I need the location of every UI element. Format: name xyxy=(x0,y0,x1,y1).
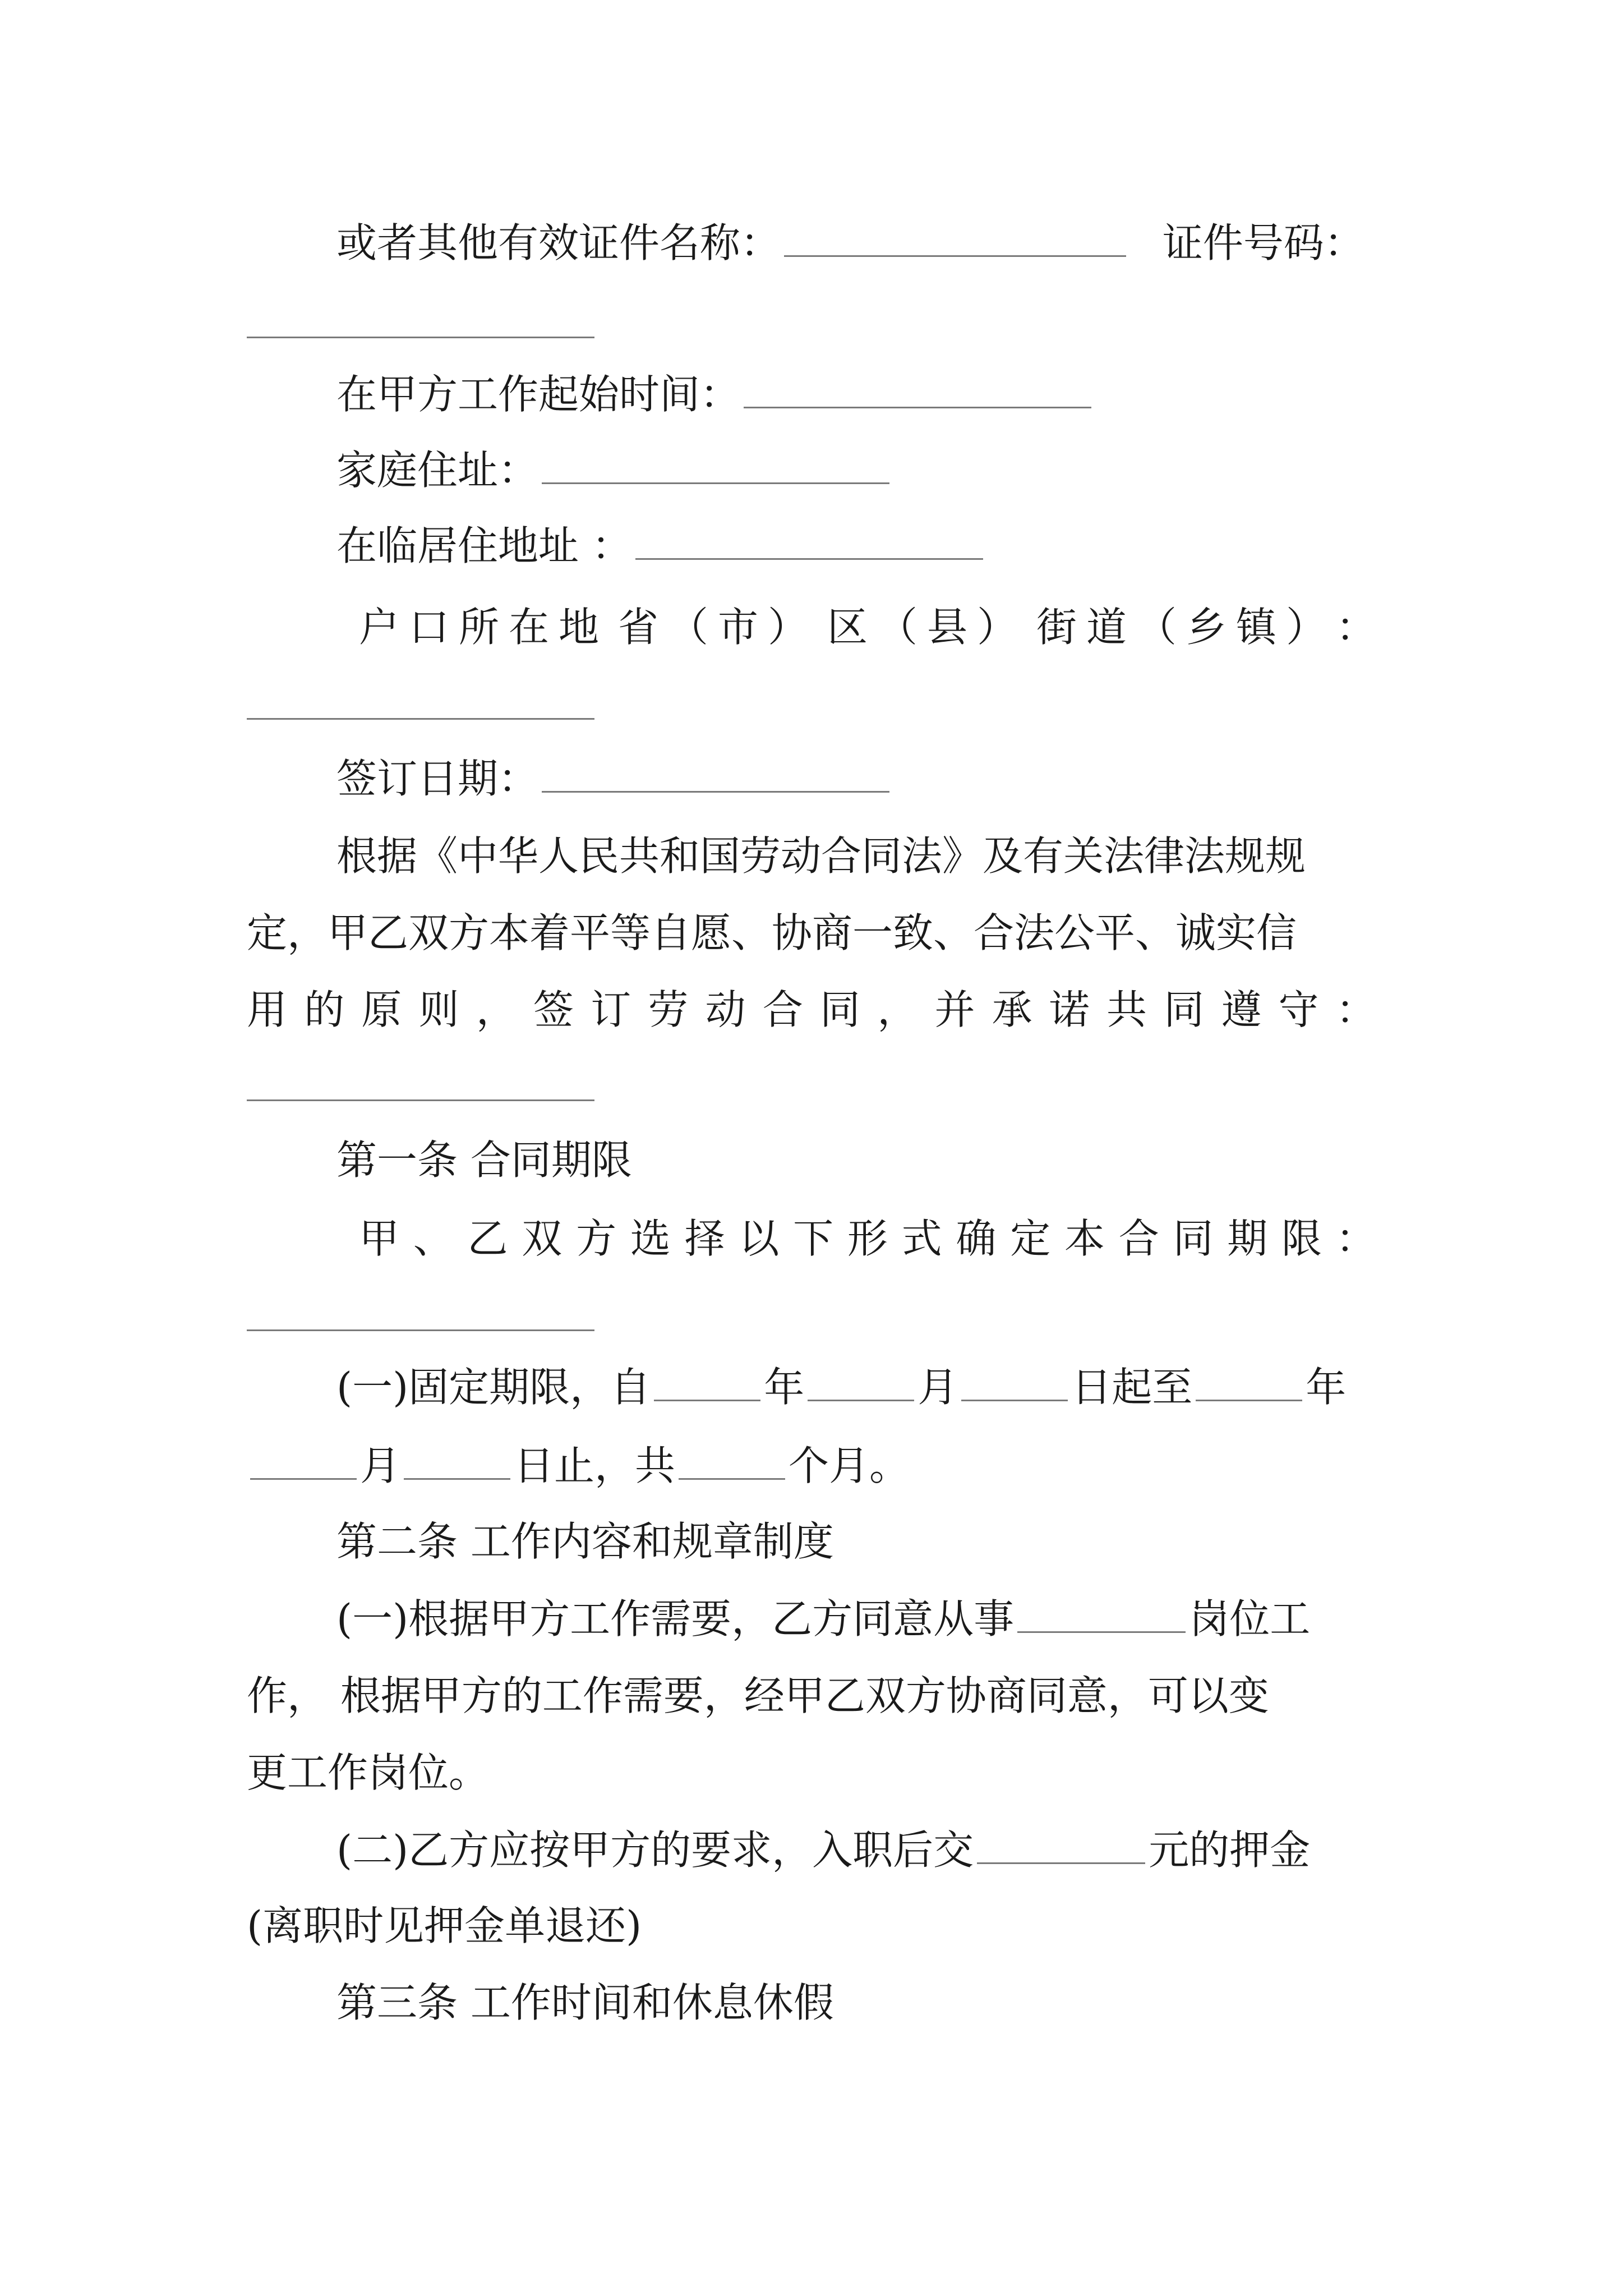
start-time-blank[interactable] xyxy=(744,373,1091,408)
hukou-char: 道 xyxy=(1086,604,1127,651)
paragraph-1-char: 承 xyxy=(992,986,1032,1033)
home-address-line xyxy=(336,443,1376,497)
id-type-label: 或者其他有效证件名称： xyxy=(336,219,781,266)
home-address-blank[interactable] xyxy=(542,449,889,484)
paragraph-1-line-3 xyxy=(247,983,1376,1037)
job-line-2: 作， 根据甲方的工作需要，经甲乙双方协商同意，可以变 xyxy=(247,1672,1269,1719)
hukou-char: 地 xyxy=(559,604,600,651)
year-text-2: 年 xyxy=(1306,1364,1347,1411)
sign-date-line xyxy=(336,752,1376,806)
paragraph-1-char: 的 xyxy=(304,986,345,1033)
paragraph-1-char: 订 xyxy=(591,986,631,1033)
hukou-char: 乡 xyxy=(1186,604,1227,651)
job-line-1 xyxy=(336,1592,1376,1646)
hukou-char: 市 xyxy=(717,604,758,651)
article-1-choose-char: 方 xyxy=(576,1215,617,1262)
hukou-blank[interactable] xyxy=(247,718,594,720)
paragraph-1-char: 同 xyxy=(820,986,861,1033)
hukou-char: 口 xyxy=(409,604,450,651)
article-1-choose-char: 期 xyxy=(1227,1215,1268,1262)
article-1-choose-char: ： xyxy=(1335,1215,1376,1262)
article-1-choose-char: 择 xyxy=(684,1215,725,1262)
id-number-blank[interactable] xyxy=(247,337,594,338)
month-text: 月 xyxy=(917,1364,958,1411)
sign-date-blank[interactable] xyxy=(542,757,889,793)
article-1-choose-char: 双 xyxy=(522,1215,562,1262)
temp-address-blank[interactable] xyxy=(635,524,983,560)
temp-address-line xyxy=(336,519,1376,573)
fixed-term-line-1 xyxy=(336,1360,1376,1414)
end-year-blank[interactable] xyxy=(1196,1366,1302,1401)
paragraph-1-char: 守 xyxy=(1278,986,1319,1033)
deposit-text-a: (二)乙方应按甲方的要求，入职后交 xyxy=(336,1826,974,1874)
start-month-blank[interactable] xyxy=(808,1366,914,1401)
hukou-char: ） xyxy=(767,604,808,651)
hukou-char: 街 xyxy=(1036,604,1077,651)
paragraph-1-blank[interactable] xyxy=(247,1099,594,1101)
article-1-choose-char: 、 xyxy=(413,1215,454,1262)
article-1-choose-char: 同 xyxy=(1173,1215,1214,1262)
article-1-blank[interactable] xyxy=(247,1329,594,1331)
paragraph-1-char: 合 xyxy=(762,986,803,1033)
paragraph-1-char: 诺 xyxy=(1049,986,1090,1033)
hukou-char: ： xyxy=(1335,604,1376,651)
article-1-title: 第一条 合同期限 xyxy=(336,1137,632,1184)
article-1-choose-char: 甲 xyxy=(359,1215,400,1262)
paragraph-1-char: 遵 xyxy=(1221,986,1262,1033)
article-1-choose-char: 形 xyxy=(847,1215,888,1262)
id-number-label: 证件号码： xyxy=(1162,219,1364,266)
paragraph-1-char: 原 xyxy=(361,986,402,1033)
hukou-char: 所 xyxy=(459,604,500,651)
paragraph-1-char: 共 xyxy=(1106,986,1147,1033)
month-text-2: 月 xyxy=(360,1442,401,1489)
start-day-blank[interactable] xyxy=(961,1366,1068,1401)
hukou-char: （ xyxy=(1136,604,1177,651)
article-1-choose-char: 合 xyxy=(1118,1215,1159,1262)
day-from-text: 日起至 xyxy=(1071,1364,1193,1411)
months-blank[interactable] xyxy=(679,1444,785,1480)
article-1-choose-char: 确 xyxy=(956,1215,997,1262)
article-1-choose-line xyxy=(359,1212,1376,1266)
deposit-text-b: 元的押金 xyxy=(1149,1826,1311,1874)
sign-date-label: 签订日期： xyxy=(336,755,539,802)
deposit-line-2: (离职时见押金单退还) xyxy=(247,1902,642,1949)
paragraph-1-char: 并 xyxy=(934,986,975,1033)
hukou-char: （ xyxy=(877,604,917,651)
hukou-char: ） xyxy=(1285,604,1326,651)
article-1-choose-char: 本 xyxy=(1064,1215,1105,1262)
job-text-b: 岗位工 xyxy=(1189,1595,1311,1642)
article-1-choose-char: 乙 xyxy=(467,1215,508,1262)
end-month-blank[interactable] xyxy=(250,1444,357,1480)
article-1-choose-char: 定 xyxy=(1010,1215,1051,1262)
article-3-title: 第三条 工作时间和休息休假 xyxy=(336,1979,834,2026)
deposit-line-1 xyxy=(336,1823,1376,1877)
job-line-3: 更工作岗位。 xyxy=(247,1749,490,1796)
temp-address-label: 在临居住地址 ： xyxy=(336,522,632,569)
paragraph-1-char: 同 xyxy=(1164,986,1205,1033)
paragraph-1-char: ， xyxy=(476,986,517,1033)
article-1-choose-char: 下 xyxy=(793,1215,834,1262)
paragraph-1-char: 动 xyxy=(705,986,746,1033)
fixed-term-text: (一)固定期限，自 xyxy=(336,1364,651,1411)
hukou-char: 户 xyxy=(359,604,400,651)
hukou-char: 镇 xyxy=(1235,604,1276,651)
paragraph-1-line-2: 定，甲乙双方本着平等自愿、协商一致、合法公平、诚实信 xyxy=(247,909,1297,956)
start-year-blank[interactable] xyxy=(654,1366,760,1401)
job-text-a: (一)根据甲方工作需要，乙方同意从事 xyxy=(336,1595,1015,1642)
paragraph-1-char: ， xyxy=(877,986,918,1033)
hukou-char: （ xyxy=(667,604,708,651)
end-day-blank[interactable] xyxy=(404,1444,510,1480)
months-text: 个月。 xyxy=(789,1442,910,1489)
deposit-amount-blank[interactable] xyxy=(977,1829,1145,1864)
start-time-label: 在甲方工作起始时间： xyxy=(336,371,741,418)
day-to-text: 日止，共 xyxy=(514,1442,676,1489)
home-address-label: 家庭住址： xyxy=(336,447,539,494)
start-time-line xyxy=(336,367,1376,421)
hukou-char: 在 xyxy=(509,604,550,651)
hukou-char: 省 xyxy=(617,604,658,651)
hukou-char: 区 xyxy=(827,604,868,651)
paragraph-1-char: 签 xyxy=(533,986,574,1033)
article-1-choose-char: 选 xyxy=(630,1215,671,1262)
article-2-title: 第二条 工作内容和规章制度 xyxy=(336,1518,834,1565)
id-type-line xyxy=(336,216,1376,270)
hukou-char: 县 xyxy=(926,604,967,651)
fixed-term-line-2 xyxy=(247,1439,1376,1493)
article-1-choose-char: 限 xyxy=(1281,1215,1322,1262)
hukou-line xyxy=(359,600,1376,654)
paragraph-1-char: 劳 xyxy=(648,986,689,1033)
job-position-blank[interactable] xyxy=(1017,1598,1186,1633)
paragraph-1-char: ： xyxy=(1335,986,1376,1033)
year-text: 年 xyxy=(764,1364,805,1411)
hukou-char: ） xyxy=(976,604,1017,651)
paragraph-1-line-1: 根据《中华人民共和国劳动合同法》及有关法律法规规 xyxy=(336,832,1306,880)
article-1-choose-char: 式 xyxy=(901,1215,942,1262)
paragraph-1-char: 则 xyxy=(418,986,459,1033)
article-1-choose-char: 以 xyxy=(739,1215,780,1262)
paragraph-1-char: 用 xyxy=(247,986,288,1033)
id-type-blank[interactable] xyxy=(784,222,1126,257)
